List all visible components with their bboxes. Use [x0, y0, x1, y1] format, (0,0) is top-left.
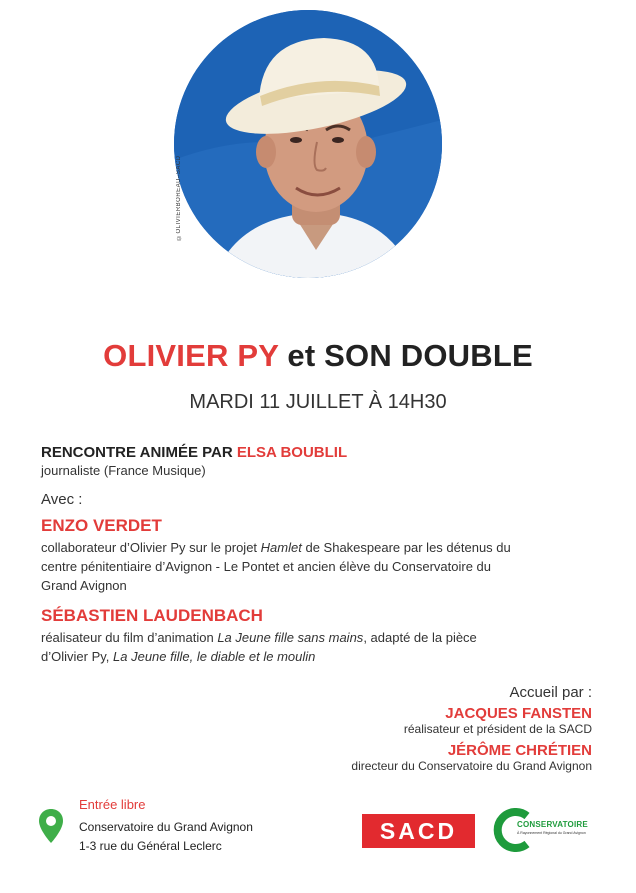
host-1-desc: réalisateur et président de la SACD	[403, 722, 592, 736]
guest-2	[41, 606, 477, 666]
sacd-logo: SACD	[362, 814, 475, 848]
guest-2-desc-a: réalisateur du film d’animation	[41, 630, 214, 645]
guest-1-name: ENZO VERDET	[41, 516, 162, 535]
avec-label: Avec :	[41, 491, 83, 508]
guest-1	[41, 516, 511, 595]
guest-1-desc	[41, 538, 511, 595]
photo-credit: ©OLIVIERBOREAU–SACD	[176, 155, 182, 240]
guest-1-desc-b: de Shakespeare par les détenus du	[305, 540, 511, 555]
guest-2-desc-b: , adapté de la pièce	[363, 630, 477, 645]
guest-1-desc-italic: Hamlet	[260, 540, 302, 555]
portrait-illustration	[174, 10, 442, 278]
page-title	[0, 338, 636, 374]
address-line-2: 1-3 rue du Général Leclerc	[79, 839, 222, 853]
entry-info: Entrée libre	[79, 797, 146, 812]
rencontre-block	[41, 444, 347, 480]
accueil-block	[351, 684, 592, 773]
accueil-label: Accueil par :	[509, 684, 592, 701]
host-1-name: JACQUES FANSTEN	[445, 705, 592, 722]
rencontre-heading	[41, 444, 347, 461]
guest-2-desc-italic2: La Jeune fille, le diable et le moulin	[113, 649, 316, 664]
rencontre-label: RENCONTRE ANIMÉE PAR	[41, 444, 233, 461]
guest-2-name: SÉBASTIEN LAUDENBACH	[41, 606, 263, 625]
conservatoire-logo-subtext: À Rayonnement Régional du Grand Avignon	[517, 831, 586, 835]
moderator-desc: journaliste (France Musique)	[41, 463, 206, 478]
guest-2-desc	[41, 628, 477, 666]
title-name: OLIVIER PY	[103, 338, 279, 373]
title-rest: et SON DOUBLE	[287, 338, 533, 373]
host-2-name: JÉRÔME CHRÉTIEN	[447, 742, 592, 759]
moderator-name: ELSA BOUBLIL	[236, 444, 348, 461]
map-pin-icon	[38, 808, 64, 844]
guest-2-desc-italic1: La Jeune fille sans mains	[217, 630, 364, 645]
conservatoire-logo-text: CONSERVATOIRE	[517, 820, 588, 829]
host-2-desc: directeur du Conservatoire du Grand Avignon	[351, 759, 592, 773]
venue-address	[79, 818, 253, 856]
portrait-photo	[174, 10, 442, 278]
guest-2-desc-c: d’Olivier Py,	[41, 649, 110, 664]
conservatoire-logo-mark	[493, 808, 593, 852]
guest-1-desc-line3: Grand Avignon	[41, 578, 127, 593]
event-date: MARDI 11 JUILLET À 14H30	[189, 391, 447, 413]
address-line-1: Conservatoire du Grand Avignon	[79, 820, 253, 834]
guest-1-desc-a: collaborateur d’Olivier Py sur le projet	[41, 540, 258, 555]
guest-1-desc-line2: centre pénitentiaire d’Avignon - Le Pontet et ancien élève du Conservatoire du	[41, 559, 491, 574]
